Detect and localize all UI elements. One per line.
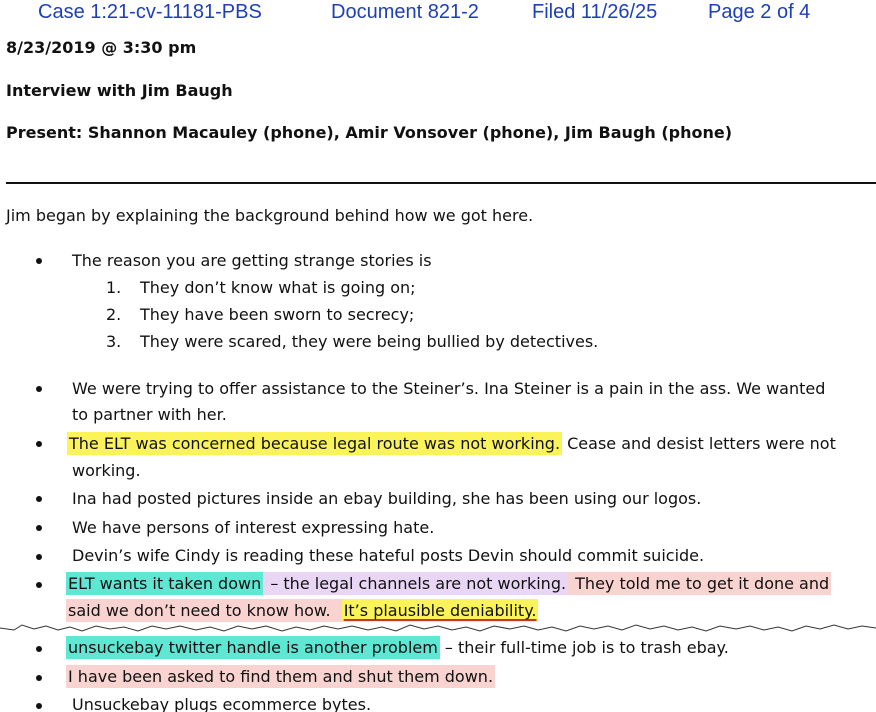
highlighted-text: said we don’t need to know how. — [68, 601, 331, 620]
bullet-marker — [36, 646, 42, 652]
torn-page-edge — [0, 620, 876, 634]
bullet-item-continuation: working. — [72, 461, 141, 480]
spacer — [333, 599, 342, 622]
bullet-marker — [36, 703, 42, 709]
court-filing-header — [38, 1, 876, 25]
numbered-item-text: They don’t know what is going on; — [140, 278, 416, 297]
bullet-item — [66, 637, 729, 659]
bullet-marker — [36, 441, 42, 447]
case-number: Case 1:21-cv-11181-PBS — [38, 1, 262, 23]
bullet-marker — [36, 582, 42, 588]
highlighted-text: ELT wants it taken down — [68, 574, 262, 593]
bullet-item — [66, 666, 495, 688]
numbered-item — [106, 304, 415, 326]
bullet-marker — [36, 258, 42, 264]
numbered-item — [106, 277, 416, 299]
numbered-item-marker: 3. — [106, 332, 122, 351]
bullet-text: Cease and desist letters were not — [562, 434, 836, 453]
bullet-item: We have persons of interest expressing hate. — [72, 518, 435, 537]
bullet-marker — [36, 386, 42, 392]
divider-rule — [6, 182, 876, 184]
document-number: Document 821-2 — [331, 1, 479, 23]
filed-date: Filed 11/26/25 — [532, 1, 658, 23]
highlighted-text: They told me to get it done and — [570, 574, 830, 593]
bullet-marker — [36, 525, 42, 531]
bullet-item — [67, 433, 836, 455]
memo-attendees: Present: Shannon Macauley (phone), Amir Vonsover (phone), Jim Baugh (phone) — [6, 123, 733, 142]
bullet-item — [66, 573, 831, 595]
bullet-marker — [36, 554, 42, 560]
numbered-item-marker: 1. — [106, 278, 122, 297]
intro-paragraph: Jim began by explaining the background behind how we got here. — [6, 206, 534, 225]
bullet-item: Unsuckebay plugs ecommerce bytes. — [72, 695, 372, 712]
bullet-item: Ina had posted pictures inside an ebay building, she has been using our logos. — [72, 489, 702, 508]
highlighted-text: The ELT was concerned because legal route was not working. — [69, 434, 561, 453]
memo-title: Interview with Jim Baugh — [6, 81, 233, 100]
memo-date: 8/23/2019 @ 3:30 pm — [6, 38, 197, 57]
bullet-marker — [36, 675, 42, 681]
bullet-text: – their full-time job is to trash ebay. — [439, 638, 729, 657]
highlighted-text: unsuckebay twitter handle is another problem — [68, 638, 438, 657]
numbered-item-marker: 2. — [106, 305, 122, 324]
bullet-item-continuation: to partner with her. — [72, 405, 227, 424]
bullet-marker — [36, 496, 42, 502]
numbered-item-text: They were scared, they were being bullied by detectives. — [140, 332, 599, 351]
highlighted-text: I have been asked to find them and shut them down. — [68, 667, 494, 686]
bullet-item-continuation — [66, 600, 538, 622]
page-number: Page 2 of 4 — [708, 1, 811, 23]
highlighted-text: – the legal channels are not working. — [265, 574, 567, 593]
numbered-item-text: They have been sworn to secrecy; — [140, 305, 415, 324]
highlighted-text: It’s plausible deniability. — [343, 601, 537, 620]
numbered-item — [106, 331, 599, 353]
bullet-item: The reason you are getting strange stories is — [72, 251, 432, 270]
bullet-item: Devin’s wife Cindy is reading these hateful posts Devin should commit suicide. — [72, 546, 705, 565]
bullet-item: We were trying to offer assistance to the Steiner’s. Ina Steiner is a pain in the ass. We wanted — [72, 379, 826, 398]
